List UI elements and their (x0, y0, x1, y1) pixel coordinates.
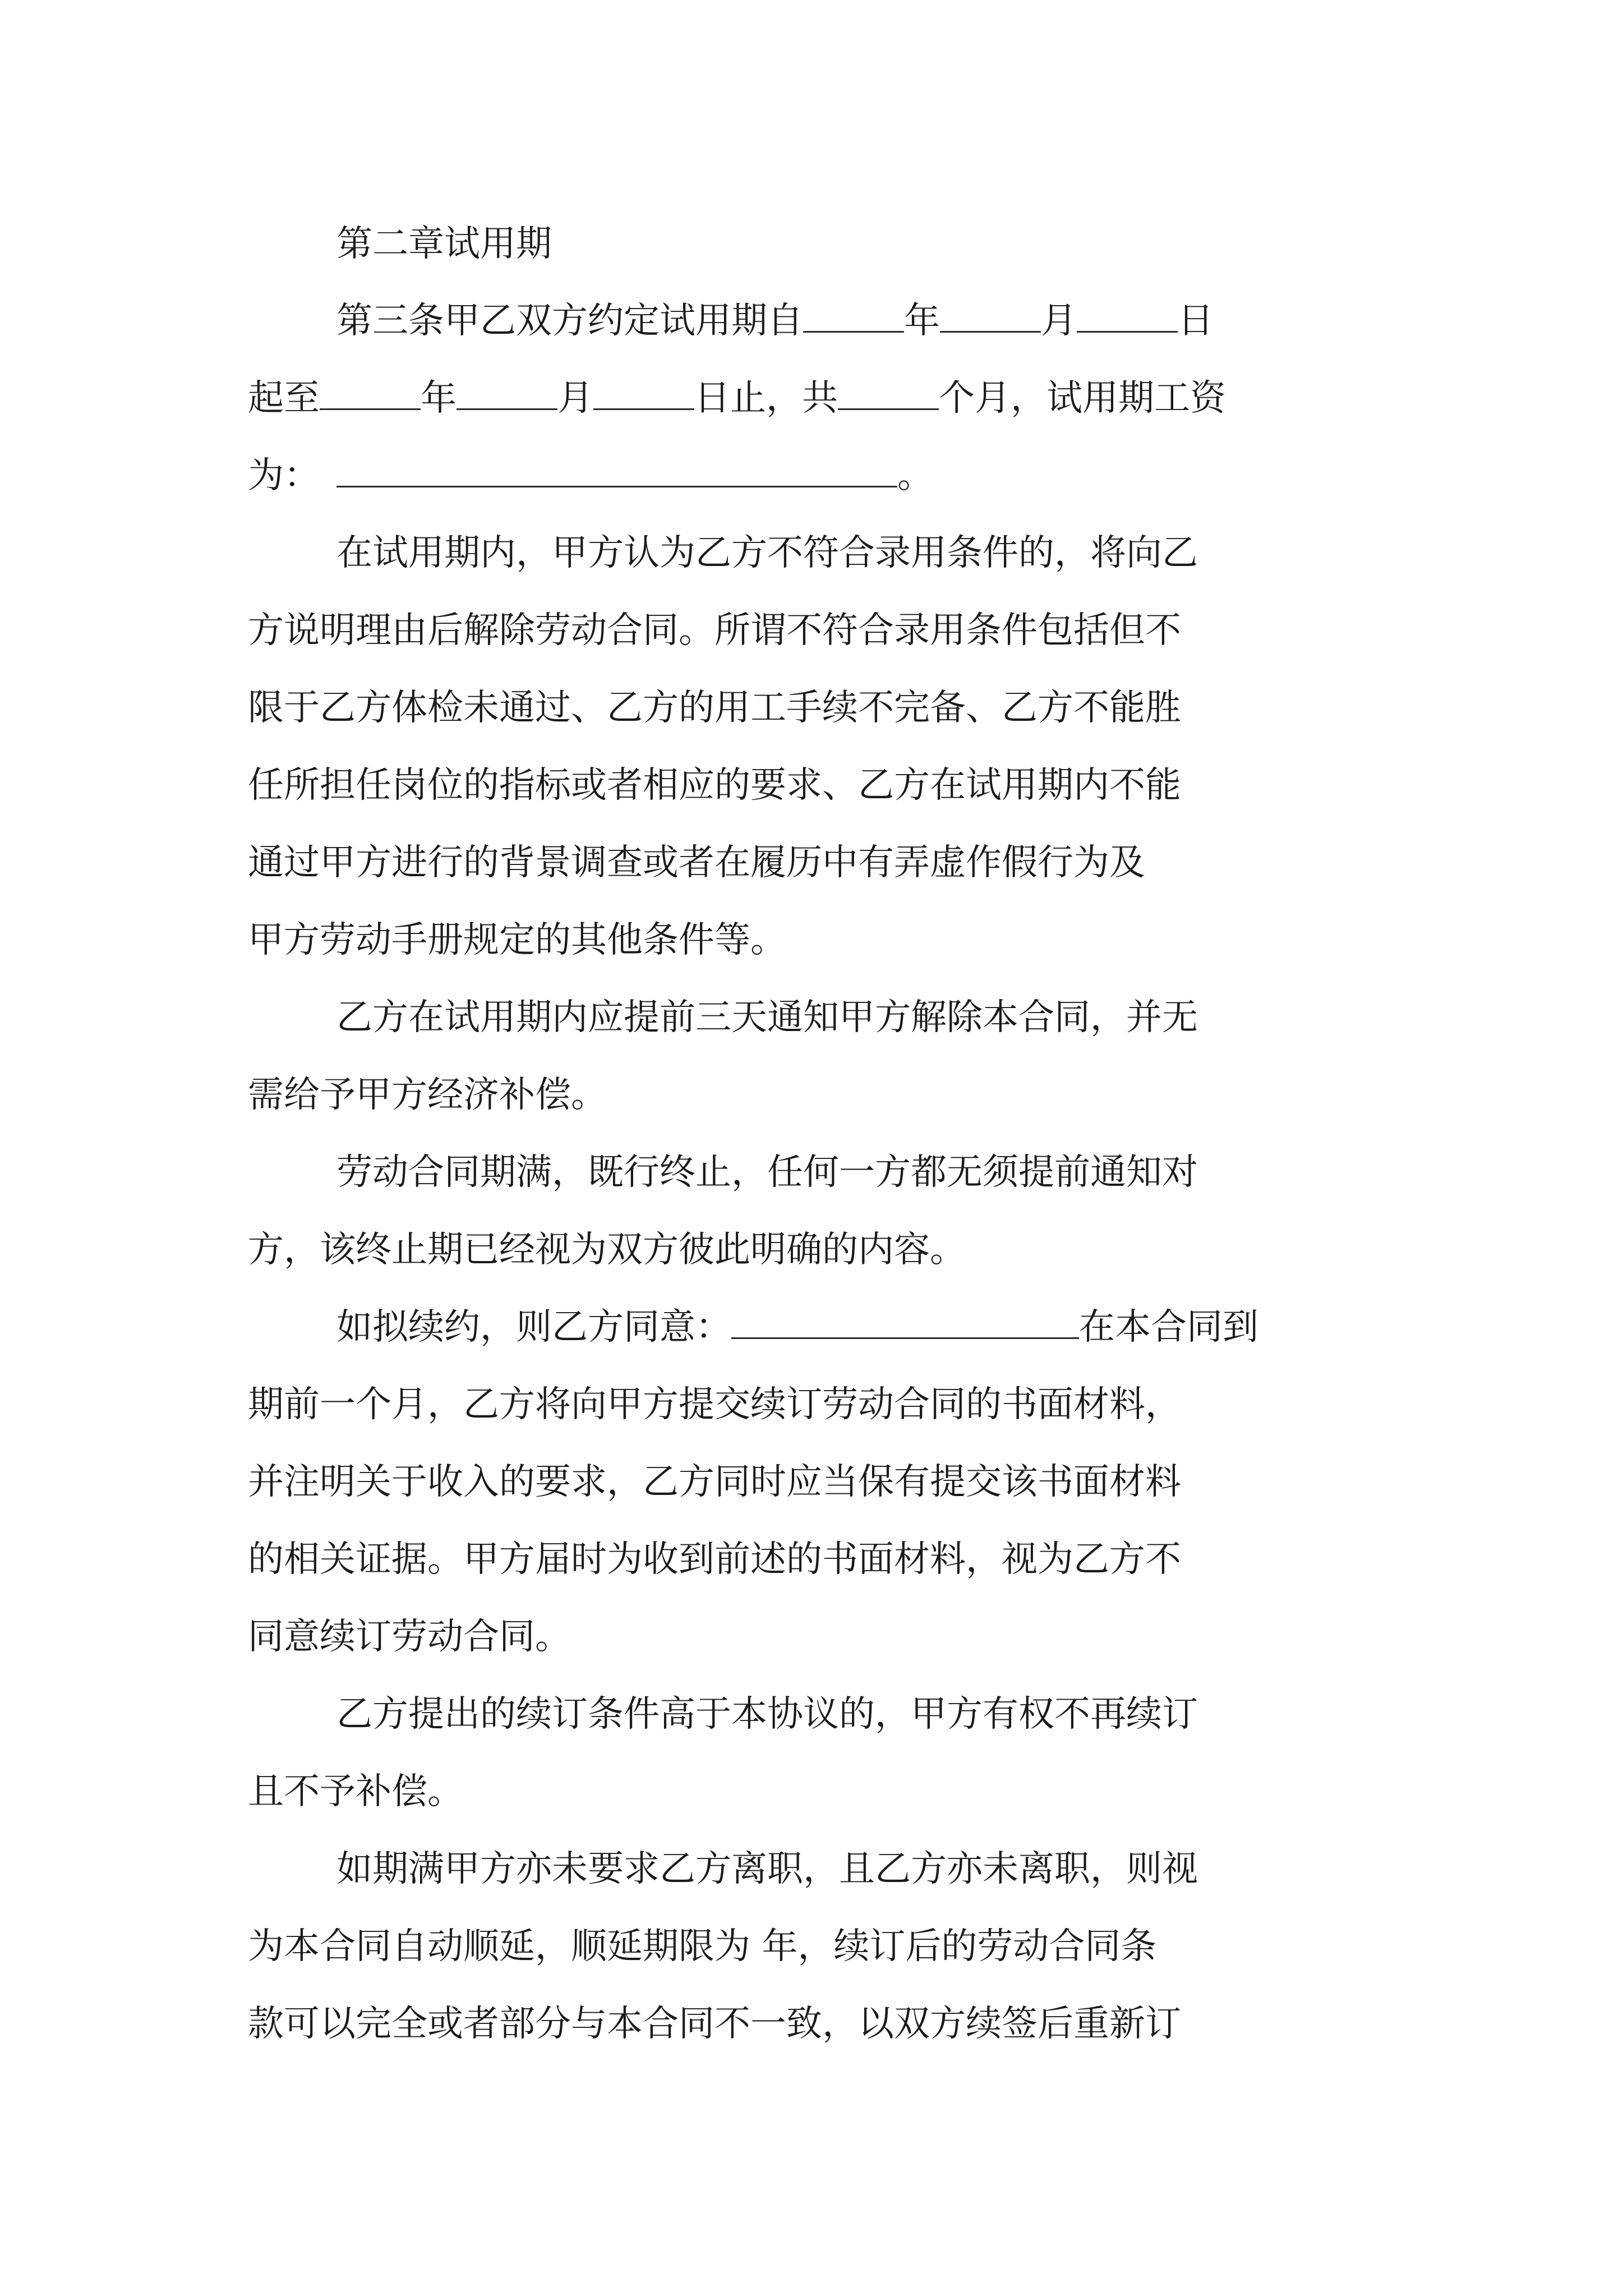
para-conditions-line: 且不予补偿。 (248, 1771, 463, 1812)
article3-line1 (336, 282, 1623, 360)
article3-line2 (248, 359, 1623, 438)
para-expiry-line: 方，该终止期已经视为双方彼此明确的内容。 (248, 1229, 966, 1271)
article3-line3-prefix: 为： (248, 455, 320, 496)
para-probation-line: 通过甲方进行的背景调查或者在履历中有弄虚作假行为及 (248, 842, 1145, 884)
article3-line3-suffix: 。 (897, 455, 933, 496)
para-auto-extend-line: 如期满甲方亦未要求乙方离职，且乙方亦未离职，则视 (336, 1848, 1198, 1890)
article3-line2-prefix: 起至 (248, 378, 320, 419)
months-count-blank[interactable] (838, 369, 939, 410)
para-probation-line: 任所担任岗位的指标或者相应的要求、乙方在试用期内不能 (248, 765, 1181, 806)
para-probation-line: 方说明理由后解除劳动合同。所谓不符合录用条件包括但不 (248, 610, 1181, 651)
probation-salary-blank[interactable] (336, 447, 897, 487)
para-renewal-line1 (336, 1288, 1623, 1366)
unit-month-end: 月 (557, 378, 593, 419)
para-probation-line: 限于乙方体检未通过、乙方的用工手续不完备、乙方不能胜 (248, 687, 1181, 729)
unit-year-end: 年 (421, 378, 457, 419)
start-year-blank[interactable] (803, 292, 904, 333)
para-renewal-line: 期前一个月，乙方将向甲方提交续订劳动合同的书面材料， (248, 1384, 1181, 1425)
end-year-blank[interactable] (320, 369, 421, 410)
end-month-blank[interactable] (457, 369, 557, 410)
para-conditions-line: 乙方提出的续订条件高于本协议的，甲方有权不再续订 (336, 1694, 1198, 1735)
end-day-blank[interactable] (593, 369, 694, 410)
unit-day: 日 (1178, 300, 1214, 342)
para-auto-extend-line: 款可以完全或者部分与本合同不一致，以双方续签后重新订 (248, 2003, 1181, 2045)
unit-year: 年 (904, 300, 940, 342)
para-probation-line: 甲方劳动手册规定的其他条件等。 (248, 919, 786, 961)
article3-line2-suffix: 个月，试用期工资 (939, 378, 1226, 419)
para-expiry-line: 劳动合同期满，既行终止，任何一方都无须提前通知对 (336, 1152, 1198, 1193)
para-notice-line: 需给予甲方经济补偿。 (248, 1074, 607, 1116)
para-renewal-line: 同意续订劳动合同。 (248, 1616, 571, 1658)
para-renewal-suffix: 在本合同到 (1079, 1306, 1258, 1348)
article3-line2-day-end: 日止，共 (694, 378, 838, 419)
para-notice-line: 乙方在试用期内应提前三天通知甲方解除本合同，并无 (336, 997, 1198, 1038)
para-renewal-prefix: 如拟续约，则乙方同意： (336, 1306, 731, 1348)
para-auto-extend-line: 为本合同自动顺延，顺延期限为 年，续订后的劳动合同条 (248, 1926, 1157, 1967)
para-renewal-line: 并注明关于收入的要求，乙方同时应当保有提交该书面材料 (248, 1461, 1181, 1503)
article3-line3 (248, 436, 1623, 515)
article3-line1-prefix: 第三条甲乙双方约定试用期自 (336, 300, 803, 342)
chapter-title: 第二章试用期 (336, 223, 552, 265)
para-probation-line: 在试用期内，甲方认为乙方不符合录用条件的，将向乙 (336, 532, 1198, 574)
start-day-blank[interactable] (1077, 292, 1178, 333)
unit-month: 月 (1041, 300, 1077, 342)
renewal-terms-blank[interactable] (731, 1298, 1079, 1339)
start-month-blank[interactable] (940, 292, 1041, 333)
para-renewal-line: 的相关证据。甲方届时为收到前述的书面材料，视为乙方不 (248, 1539, 1181, 1580)
